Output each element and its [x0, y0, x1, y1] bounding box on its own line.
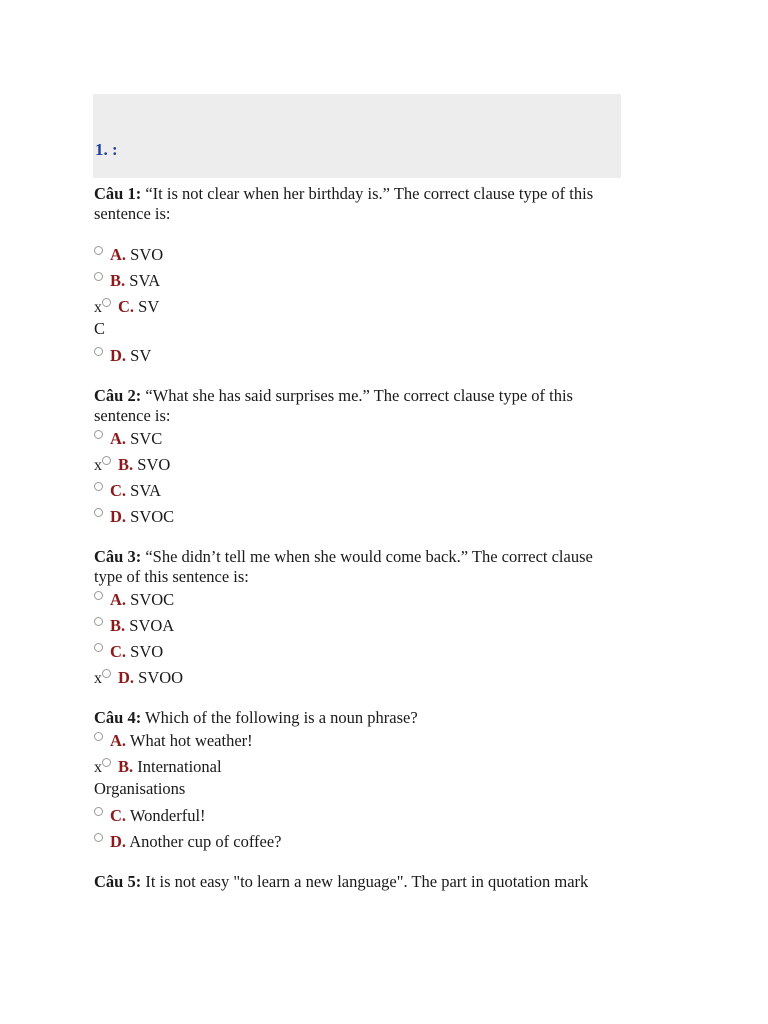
selected-mark: x — [94, 299, 102, 316]
radio-button[interactable] — [94, 833, 103, 842]
options-list — [94, 728, 624, 855]
question-text — [94, 184, 604, 224]
question-5 — [94, 872, 634, 892]
radio-button[interactable] — [94, 591, 103, 600]
radio-button[interactable] — [94, 807, 103, 816]
option-d[interactable]: D. Another cup of coffee? — [94, 829, 624, 855]
question-body: “It is not clear when her birthday is.” The correct clause type of this sentence is: — [94, 184, 594, 223]
radio-button[interactable] — [94, 347, 103, 356]
radio-button[interactable] — [102, 298, 111, 307]
selected-mark: x — [94, 670, 102, 687]
radio-button[interactable] — [94, 482, 103, 491]
selected-mark: x — [94, 457, 102, 474]
section-header — [93, 94, 621, 178]
option-a[interactable]: A. SVOC — [94, 587, 594, 613]
option-wrap: C — [94, 319, 106, 338]
option-d[interactable]: D. SV — [94, 343, 604, 369]
radio-button[interactable] — [94, 272, 103, 281]
question-text — [94, 386, 609, 426]
option-c[interactable]: x C. SV C — [94, 294, 604, 343]
radio-button[interactable] — [94, 246, 103, 255]
question-text — [94, 872, 634, 892]
option-b[interactable]: x B. International Organisations — [94, 754, 624, 803]
radio-button[interactable] — [102, 456, 111, 465]
radio-button[interactable] — [94, 508, 103, 517]
question-label: Câu 4: — [94, 708, 142, 727]
option-c[interactable]: C. SVA — [94, 478, 609, 504]
question-body: Which of the following is a noun phrase? — [141, 708, 418, 727]
question-body: “What she has said surprises me.” The correct clause type of this sentence is: — [94, 386, 573, 425]
radio-button[interactable] — [94, 732, 103, 741]
option-b[interactable]: x B. SVO — [94, 455, 171, 474]
selected-mark: x — [94, 759, 102, 776]
question-2 — [94, 386, 609, 530]
options-list — [94, 426, 609, 530]
option-c[interactable]: C. SVO — [94, 639, 594, 665]
question-label: Câu 1: — [94, 184, 142, 203]
option-a[interactable]: A. SVC — [94, 426, 609, 452]
radio-button[interactable] — [94, 643, 103, 652]
question-text — [94, 708, 624, 728]
option-d[interactable]: x D. SVOO — [94, 668, 184, 687]
question-body: It is not easy "to learn a new language". The part in quotation mark — [141, 872, 589, 891]
option-c[interactable]: C. Wonderful! — [94, 803, 624, 829]
option-a[interactable]: A. What hot weather! — [94, 728, 624, 754]
options-list — [94, 242, 604, 369]
question-text — [94, 547, 594, 587]
question-label: Câu 3: — [94, 547, 142, 566]
question-1 — [94, 184, 604, 369]
section-title: 1. : — [95, 140, 118, 159]
question-body: “She didn’t tell me when she would come back.” The correct clause type of this sentence is: — [94, 547, 593, 586]
question-label: Câu 5: — [94, 872, 142, 891]
radio-button[interactable] — [102, 669, 111, 678]
option-b[interactable]: B. SVOA — [94, 613, 594, 639]
option-d[interactable]: D. SVOC — [94, 504, 609, 530]
question-3 — [94, 547, 594, 691]
quiz-content — [94, 184, 624, 892]
option-wrap: Organisations — [94, 779, 186, 798]
radio-button[interactable] — [94, 430, 103, 439]
radio-button[interactable] — [94, 617, 103, 626]
option-b[interactable]: B. SVA — [94, 268, 604, 294]
option-a[interactable]: A. SVO — [94, 242, 604, 268]
radio-button[interactable] — [102, 758, 111, 767]
options-list — [94, 587, 594, 691]
question-4 — [94, 708, 624, 855]
question-label: Câu 2: — [94, 386, 142, 405]
